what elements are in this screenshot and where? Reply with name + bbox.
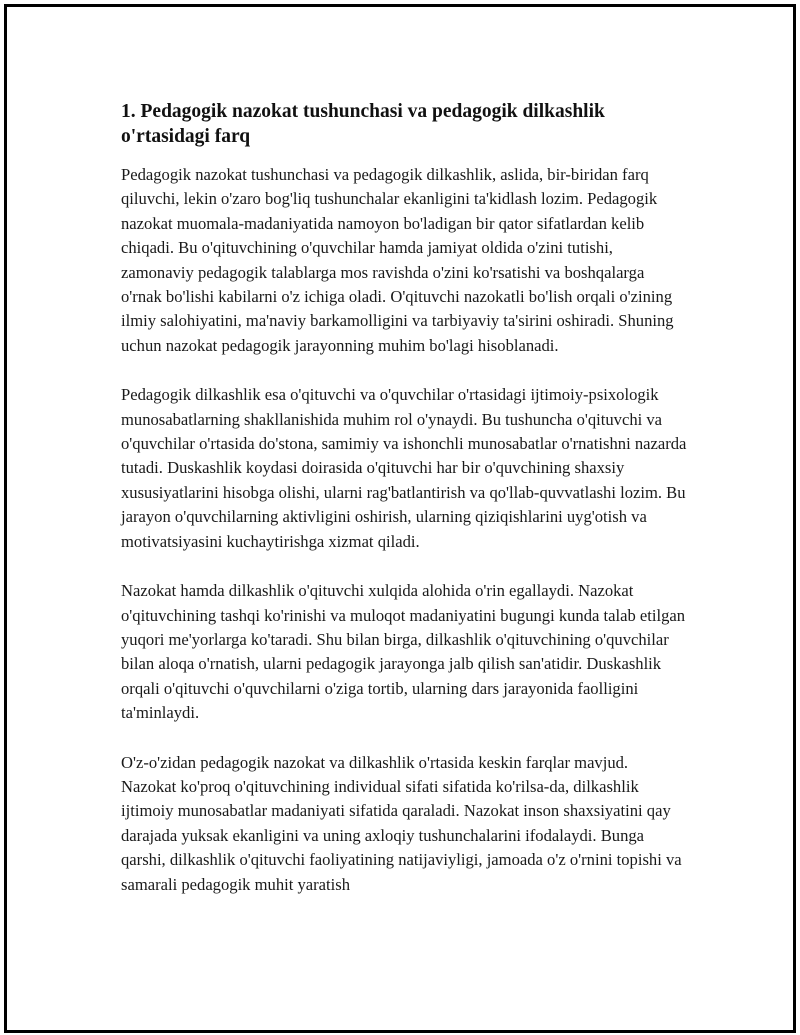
- document-title: 1. Pedagogik nazokat tushunchasi va pedagogik dilkashlik o'rtasidagi farq: [121, 101, 605, 147]
- paragraph-2: Pedagogik dilkashlik esa o'qituvchi va o'quvchilar o'rtasidagi ijtimoiy-psixologik munosabatlarning shakllanishida muhim rol o'ynaydi. Bu tushuncha o'qituvchi va o'quvchilar o'rtasida do'stona, samimiy va ishonchli munosabatlar o'rnatishni nazarda tutadi. Duskashlik koydasi doirasida o'qituvchi har bir o'quvchining shaxsiy xususiyatlarini hisobga olishi, ularni rag'batlantirish va qo'llab-quvvatlashi lozim. Bu jarayon o'quvchilarning aktivligini oshirish, ularning qiziqishlarini uyg'otish va motivatsiyasini kuchaytirishga xizmat qiladi.: [121, 385, 687, 551]
- document-body: [121, 99, 687, 922]
- paragraph-3: Nazokat hamda dilkashlik o'qituvchi xulqida alohida o'rin egallaydi. Nazokat o'qituvchining tashqi ko'rinishi va muloqot madaniyatini bugungi kunda talab etilgan yuqori me'yorlarga ko'taradi. Shu bilan birga, dilkashlik o'qituvchining o'quvchilar bilan aloqa o'rnatish, ularni pedagogik jarayonga jalb qilish san'atidir. Duskashlik orqali o'qituvchi o'quvchilarni o'ziga tortib, ularning dars jarayonida faolligini ta'minlaydi.: [121, 581, 686, 723]
- paragraph-1: Pedagogik nazokat tushunchasi va pedagogik dilkashlik, aslida, bir-biridan farq qiluvchi, lekin o'zaro bog'liq tushunchalar ekanligini ta'kidlash lozim. Pedagogik nazokat muomala-madaniyatida namoyon bo'ladigan bir qator sifatlardan kelib chiqadi. Bu o'qituvchining o'quvchilar hamda jamiyat oldida o'zini tutishi, zamonaviy pedagogik talablarga mos ravishda o'zini ko'rsatishi va boshqalarga o'rnak bo'lishi kabilarni o'z ichiga oladi. O'qituvchi nazokatli bo'lish orqali o'zining ilmiy salohiyatini, ma'naviy barkamolligini va tarbiyaviy ta'sirini oshiradi. Shuning uchun nazokat pedagogik jarayonning muhim bo'lagi hisoblanadi.: [121, 165, 674, 355]
- page-frame: [4, 4, 796, 1033]
- paragraph-4: O'z-o'zidan pedagogik nazokat va dilkashlik o'rtasida keskin farqlar mavjud. Nazokat ko'proq o'qituvchining individual sifati sifatida ko'rilsa-da, dilkashlik ijtimoiy munosabatlar madaniyati sifatida qaraladi. Nazokat inson shaxsiyatini qay darajada yuksak ekanligini va uning axloqiy tushunchalarini ifodalaydi. Bunga qarshi, dilkashlik o'qituvchi faoliyatining natijaviyligi, jamoada o'z o'rnini topishi va samarali pedagogik muhit yaratish: [121, 752, 682, 894]
